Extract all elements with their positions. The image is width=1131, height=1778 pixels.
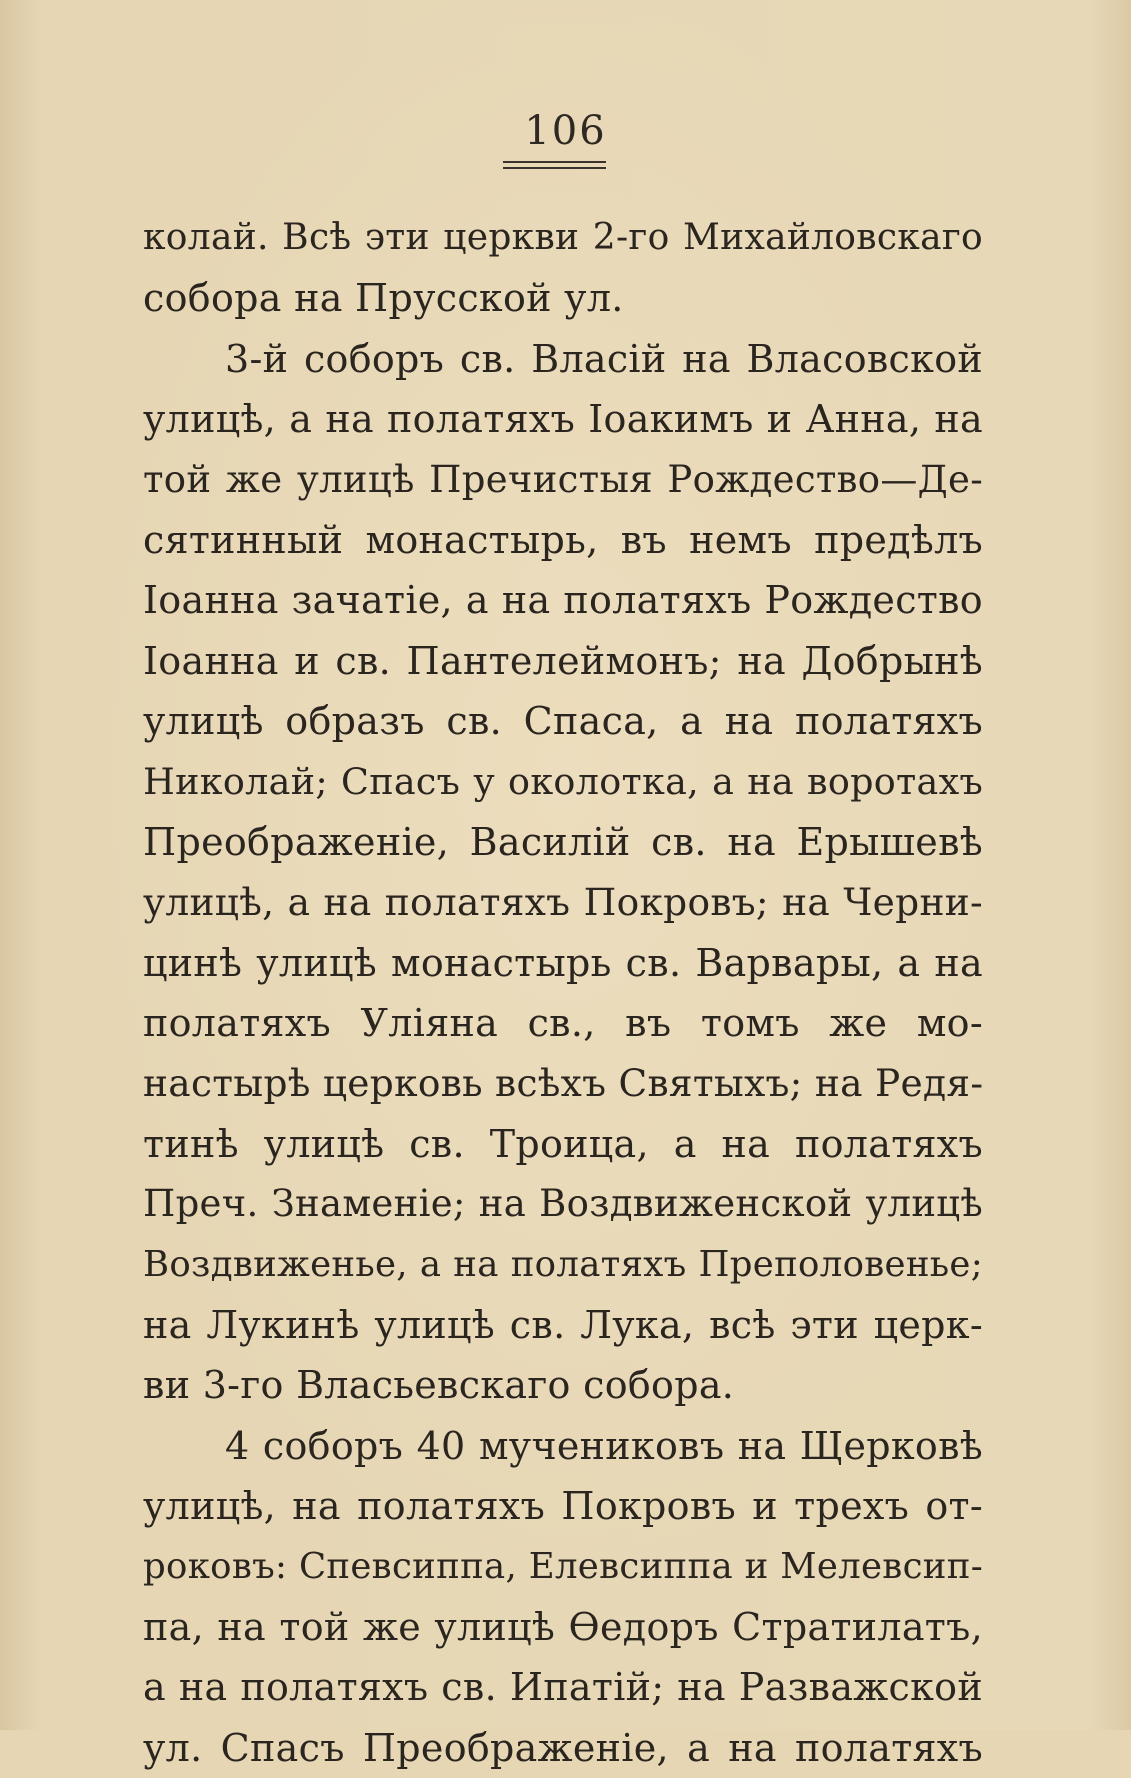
text-line: той же улицѣ Пречистыя Рождество—Де- (143, 457, 983, 501)
text-line: улицѣ, на полатяхъ Покровъ и трехъ от- (143, 1484, 983, 1529)
text-line: Іоанна и св. Пантелеймонъ; на Добрынѣ (143, 638, 983, 683)
text-line: 3-й соборъ св. Власій на Власовской (225, 336, 983, 381)
text-line: а на полатяхъ св. Ипатій; на Разважской (143, 1665, 983, 1710)
text-line: ул. Спасъ Преображеніе, а на полатяхъ (143, 1725, 983, 1770)
text-line: улицѣ, а на полатяхъ Покровъ; на Черни- (143, 880, 983, 925)
page-number-rule-bottom (503, 167, 606, 169)
text-line: улицѣ образъ св. Спаса, а на полатяхъ (143, 699, 983, 744)
text-line: на Лукинѣ улицѣ св. Лука, всѣ эти церк- (143, 1303, 983, 1348)
text-line: Преображеніе, Василій св. на Ерышевѣ (143, 819, 983, 864)
text-line: собора на Прусской ул. (143, 276, 624, 321)
page-number: 106 (524, 108, 607, 154)
text-line: сятинный монастырь, въ немъ предѣлъ (143, 517, 983, 562)
body-text (143, 208, 983, 1778)
text-line: па, на той же улицѣ Ѳедоръ Стратилатъ, (143, 1604, 983, 1649)
text-line: Воздвиженье, а на полатяхъ Преполовенье; (143, 1243, 983, 1285)
text-line: Николай; Спасъ у околотка, а на воротахъ (143, 759, 983, 803)
text-line: тинѣ улицѣ св. Троица, а на полатяхъ (143, 1121, 983, 1166)
text-line: ви 3-го Власьевскаго собора. (143, 1363, 735, 1408)
text-line: роковъ: Спевсиппа, Елевсиппа и Мелевсип- (143, 1545, 983, 1587)
text-line: Преч. Знаменіе; на Воздвиженской улицѣ (143, 1182, 983, 1226)
text-line: улицѣ, а на полатяхъ Іоакимъ и Анна, на (143, 397, 983, 442)
text-line: колай. Всѣ эти церкви 2-го Михайловскаго (143, 217, 983, 258)
text-line: цинѣ улицѣ монастырь св. Варвары, а на (143, 940, 983, 985)
text-line: Іоанна зачатіе, а на полатяхъ Рождество (143, 578, 983, 623)
text-line: 4 соборъ 40 мучениковъ на Щерковѣ (225, 1423, 983, 1468)
text-line: настырѣ церковь всѣхъ Святыхъ; на Редя- (143, 1061, 984, 1106)
page-number-rule-top (503, 161, 606, 163)
text-line: полатяхъ Уліяна св., въ томъ же мо- (143, 1001, 983, 1046)
